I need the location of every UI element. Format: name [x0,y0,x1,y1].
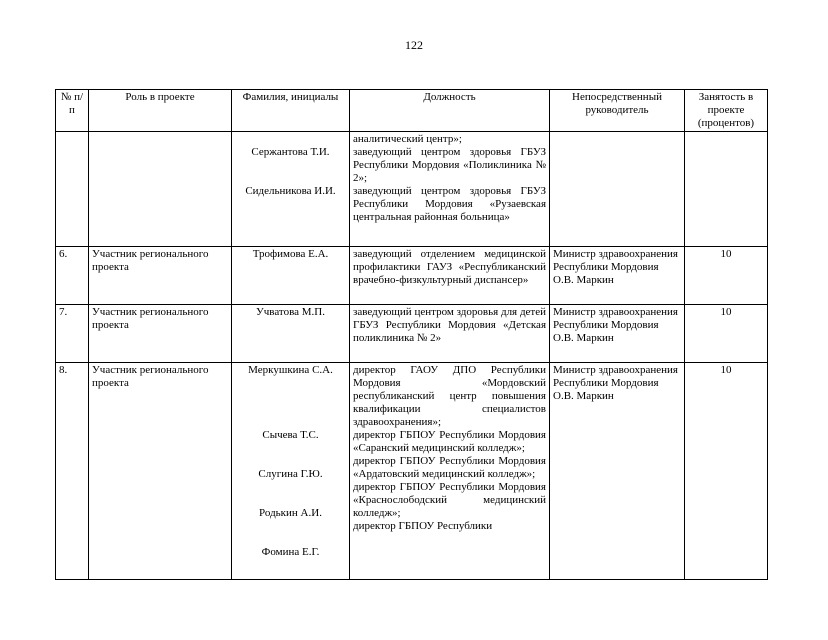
participant-position: директор ГБПОУ Республики Мордовия «Саранский медицинский колледж»; [353,429,546,454]
cell-number: 6. [56,247,89,305]
cell-head: Министр здравоохранения Республики Мордовия О.В. Маркин [550,247,685,305]
cell-role: Участник регионального проекта [89,305,232,363]
cell-number [56,132,89,247]
cell-position: заведующий центром здоровья для детей ГБУЗ Республики Мордовия «Детская поликлиника № 2» [350,305,550,363]
table-row [56,363,768,580]
participant-name: Родькин А.И. [259,507,322,519]
participant-position: аналитический центр»; [353,133,462,145]
table-row [56,305,768,363]
page-number: 122 [405,38,423,52]
participant-position: директор ГАОУ ДПО Республики Мордовия «Мордовский республиканский центр повышения квалификации специалистов здравоохранения»; [353,364,546,428]
cell-occupancy [685,132,768,247]
cell-number: 7. [56,305,89,363]
participant-name: Сержантова Т.И. [251,146,330,158]
participant-name: Меркушкина С.А. [248,364,333,376]
cell-head: Министр здравоохранения Республики Мордовия О.В. Маркин [550,305,685,363]
cell-role: Участник регионального проекта [89,363,232,580]
cell-name: Трофимова Е.А. [232,247,350,305]
participant-name: Слугина Г.Ю. [258,468,323,480]
participant-position: директор ГБПОУ Республики [353,520,493,532]
cell-name [232,363,350,580]
header-number: № п/п [56,90,89,132]
cell-number: 8. [56,363,89,580]
header-head: Непосредственный руководитель [550,90,685,132]
cell-position [350,132,550,247]
cell-occupancy: 10 [685,363,768,580]
participant-name: Фомина Е.Г. [261,546,320,558]
header-name: Фамилия, инициалы [232,90,350,132]
table-row [56,247,768,305]
participant-position: заведующий центром здоровья ГБУЗ Республики Мордовия «Рузаевская центральная районная больница» [353,185,546,223]
header-occupancy: Занятость в проекте (процентов) [685,90,768,132]
project-participants-table [55,89,768,580]
participant-name: Сычева Т.С. [262,429,319,441]
cell-head [550,132,685,247]
participant-position: директор ГБПОУ Республики Мордовия «Краснослободский медицинский колледж»; [353,481,546,519]
cell-position [350,363,550,580]
cell-role: Участник регионального проекта [89,247,232,305]
cell-occupancy: 10 [685,305,768,363]
cell-name: Учватова М.П. [232,305,350,363]
table-row [56,132,768,247]
participant-position: директор ГБПОУ Республики Мордовия «Ардатовский медицинский колледж»; [353,455,546,480]
cell-occupancy: 10 [685,247,768,305]
header-position: Должность [350,90,550,132]
participant-name: Сидельникова И.И. [245,185,336,197]
cell-head: Министр здравоохранения Республики Мордовия О.В. Маркин [550,363,685,580]
participant-position: заведующий центром здоровья ГБУЗ Республики Мордовия «Поликлиника № 2»; [353,146,546,184]
cell-name [232,132,350,247]
table-header-row [56,90,768,132]
cell-role [89,132,232,247]
header-role: Роль в проекте [89,90,232,132]
cell-position: заведующий отделением медицинской профилактики ГАУЗ «Республиканский врачебно-физкультурный диспансер» [350,247,550,305]
